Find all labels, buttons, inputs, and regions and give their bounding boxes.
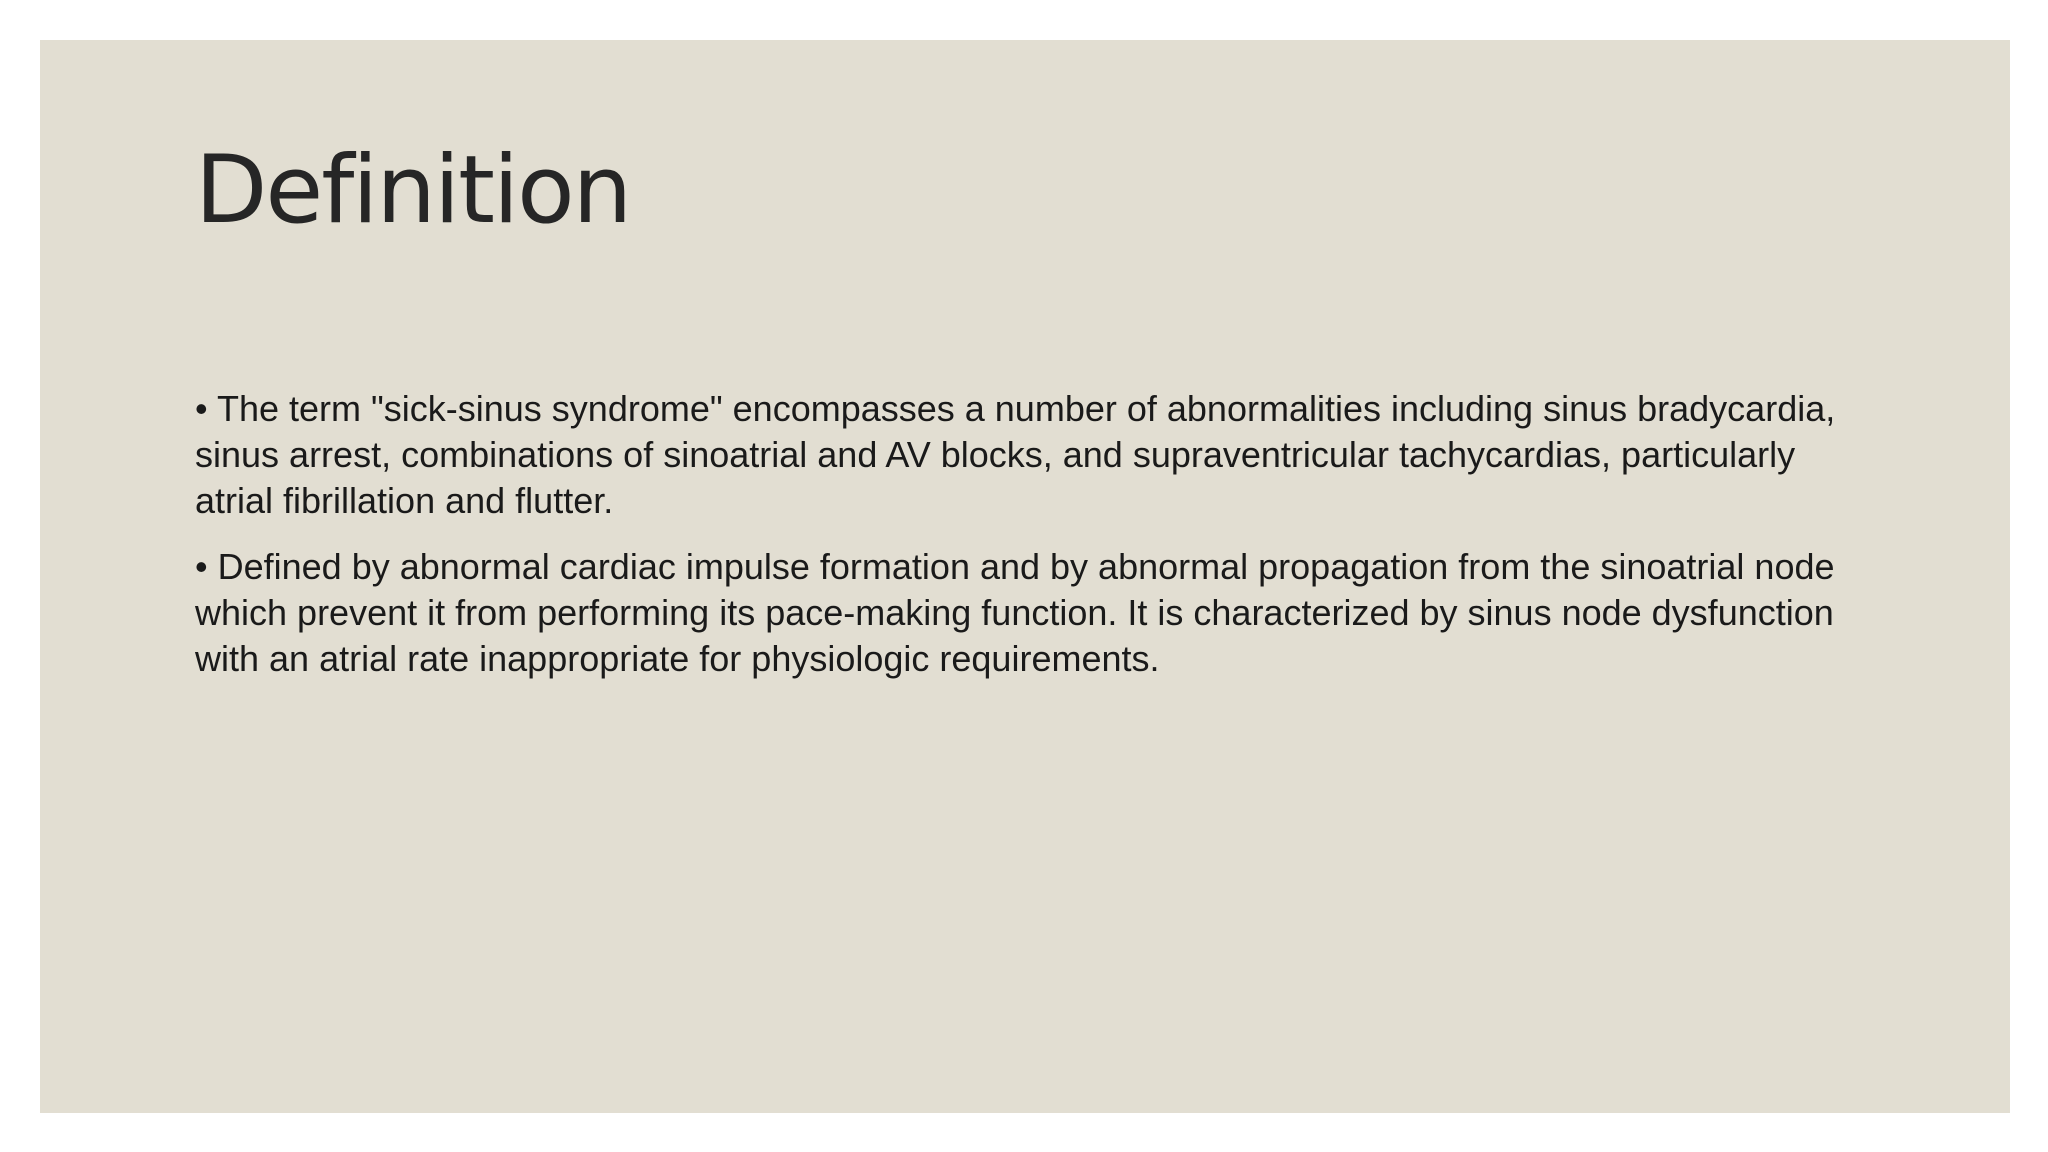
bullet-item-1: • The term "sick-sinus syndrome" encompasses a number of abnormalities including sinus bradycardia, sinus arrest, combinations of sinoatrial and AV blocks, and supraventricular tachycardias, particularly atrial fibrillation and flutter. bbox=[195, 388, 1836, 521]
bullet-list bbox=[195, 386, 1875, 702]
slide bbox=[40, 40, 2010, 1113]
slide-title: Definition bbox=[195, 136, 631, 245]
bullet-item-2: • Defined by abnormal cardiac impulse formation and by abnormal propagation from the sinoatrial node which prevent it from performing its pace-making function. It is characterized by sinus node dysfunction with an atrial rate inappropriate for physiologic requirements. bbox=[195, 546, 1835, 679]
